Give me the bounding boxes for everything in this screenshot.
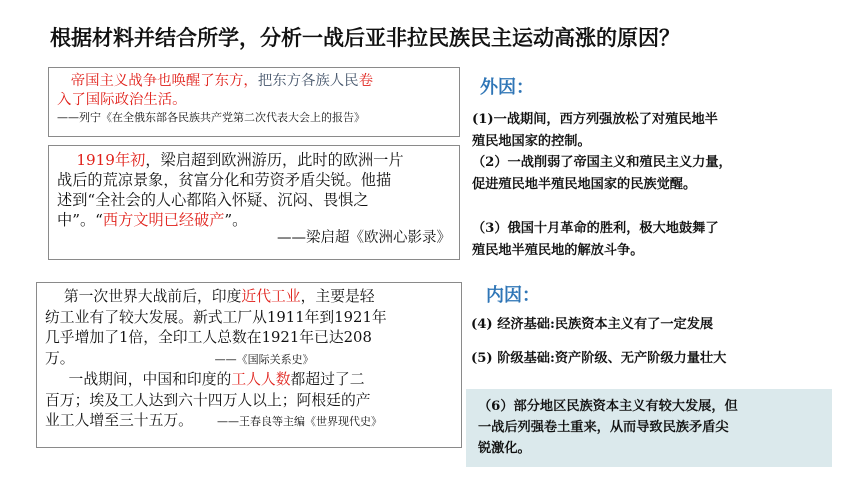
source-c-line-2: 纺工业有了较大发展。新式工厂从1911年到1921年 bbox=[45, 308, 387, 326]
source-text: 万。 bbox=[45, 349, 75, 367]
source-b-line-4 bbox=[57, 210, 451, 230]
source-text: 业工人增至三十五万。 bbox=[45, 412, 193, 429]
internal-factor-6-box bbox=[466, 389, 832, 467]
source-c-line-5 bbox=[45, 370, 453, 391]
source-b-line-1 bbox=[57, 150, 451, 170]
external-causes-heading: 外因： bbox=[480, 77, 534, 98]
source-text: ，主要是轻 bbox=[300, 288, 375, 305]
highlight-text: 卷 bbox=[358, 73, 373, 89]
highlight-text: 近代工业 bbox=[241, 288, 301, 305]
source-text: 都超过了二 bbox=[290, 371, 365, 388]
source-c-citation-1: ——《国际关系史》 bbox=[214, 352, 314, 366]
source-b-line-2: 战后的荒凉景象，贫富分化和劳资矛盾尖锐。他描 bbox=[57, 171, 392, 189]
factor-line: (1)一战期间，西方列强放松了对殖民地半 bbox=[472, 112, 718, 127]
highlight-text: 入了国际政治生活。 bbox=[57, 92, 187, 108]
source-c-line-6: 百万；埃及工人达到六十四万人以上；阿根廷的产 bbox=[45, 391, 371, 409]
source-a-line-2 bbox=[57, 91, 451, 110]
source-box-industry bbox=[36, 282, 462, 448]
factor-line: （2）一战削弱了帝国主义和殖民主义力量， bbox=[472, 155, 732, 170]
factor-line: 锐激化。 bbox=[478, 441, 531, 456]
highlight-text: 工人人数 bbox=[231, 371, 291, 388]
source-text: ”。 bbox=[224, 211, 248, 229]
source-c-line-7 bbox=[45, 411, 453, 433]
factor-line: （6）部分地区民族资本主义有较大发展，但 bbox=[478, 399, 738, 414]
source-text: 第一次世界大战前后，印度 bbox=[63, 288, 242, 305]
highlight-text: 帝国主义战争也唤醒了东方， bbox=[70, 73, 258, 89]
internal-factor-5: (5) 阶级基础:资产阶级、无产阶级力量壮大 bbox=[471, 351, 727, 366]
external-factor-3 bbox=[472, 218, 719, 262]
highlight-text: 西方文明已经破产 bbox=[102, 211, 225, 229]
factor-line: （3）俄国十月革命的胜利，极大地鼓舞了 bbox=[472, 221, 719, 236]
source-a-line-1 bbox=[57, 72, 451, 91]
question-title: 根据材料并结合所学，分析一战后亚非拉民族民主运动高涨的原因？ bbox=[50, 26, 680, 50]
factor-line: 促进殖民地半殖民地国家的民族觉醒。 bbox=[472, 177, 697, 192]
source-text: 把东方各族人民 bbox=[257, 73, 359, 89]
source-a-citation: ——列宁《在全俄东部各民族共产党第二次代表大会上的报告》 bbox=[57, 111, 365, 124]
source-c-line-4 bbox=[45, 349, 453, 371]
source-b-line-3: 述到“全社会的人心都陷入怀疑、沉闷、畏惧之 bbox=[57, 191, 369, 209]
internal-causes-heading: 内因： bbox=[486, 285, 540, 306]
factor-line: 殖民地国家的控制。 bbox=[472, 134, 591, 149]
source-box-liang bbox=[48, 145, 460, 260]
source-c-line-3: 几乎增加了1倍，全印工人总数在1921年已达208 bbox=[45, 329, 372, 346]
internal-factor-4: (4) 经济基础:民族资本主义有了一定发展 bbox=[471, 317, 714, 332]
source-c-citation-2: ——王春良等主编《世界现代史》 bbox=[216, 415, 382, 428]
source-text: ，梁启超到欧洲游历，此时的欧洲一片 bbox=[145, 151, 404, 169]
external-factor-1 bbox=[472, 109, 718, 153]
factor-line: 一战后列强卷土重来，从而导致民族矛盾尖 bbox=[478, 420, 729, 435]
source-box-lenin bbox=[48, 67, 460, 137]
external-factor-2 bbox=[472, 152, 732, 196]
highlight-text: 1919年初 bbox=[76, 151, 146, 169]
factor-line: 殖民地半殖民地的解放斗争。 bbox=[472, 243, 644, 258]
source-text: 中”。“ bbox=[57, 211, 103, 229]
source-c-line-1 bbox=[45, 287, 453, 308]
source-b-citation: ——梁启超《欧洲心影录》 bbox=[277, 230, 451, 246]
source-text: 一战期间，中国和印度的 bbox=[68, 371, 232, 388]
